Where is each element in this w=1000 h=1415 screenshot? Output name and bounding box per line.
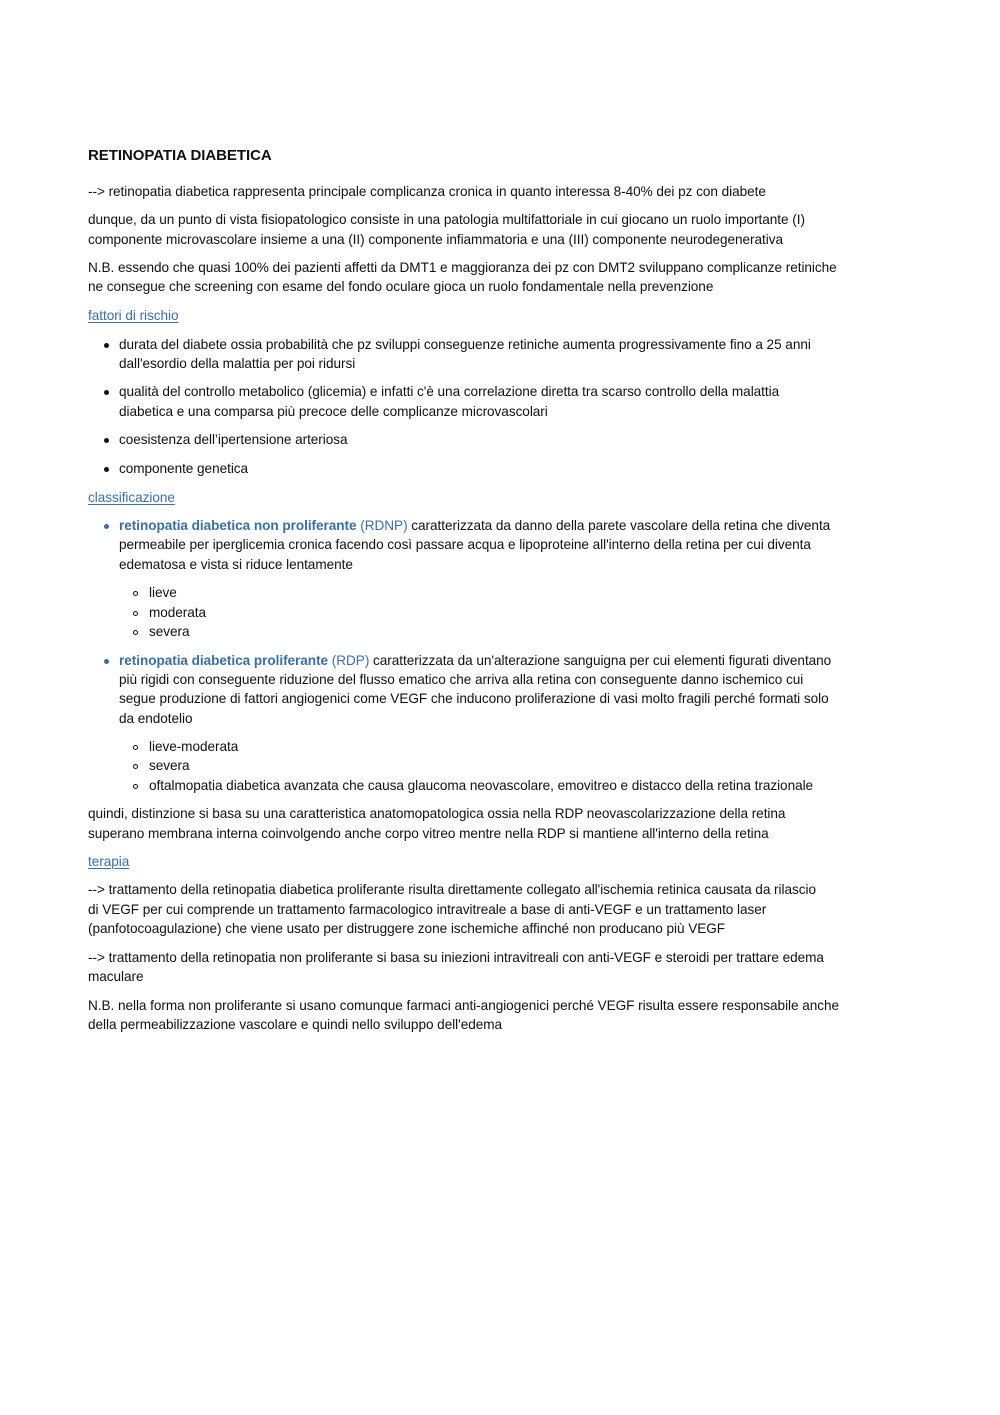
rdp-abbr: (RDP) — [331, 653, 370, 668]
circle-bullet-icon — [133, 745, 138, 750]
circle-bullet-icon — [133, 784, 138, 789]
classification-heading[interactable]: classificazione — [88, 490, 175, 505]
screening-note-line-1: N.B. essendo che quasi 100% dei pazienti affetti da DMT1 e maggioranza dei pz con DMT2 sviluppano complicanze retiniche — [88, 260, 837, 275]
therapy-heading[interactable]: terapia — [88, 854, 130, 869]
risk-factors-heading[interactable]: fattori di rischio — [88, 308, 179, 323]
risk-item-metabolic-line-2: diabetica e una comparsa più precoce delle complicanze microvascolari — [119, 404, 548, 419]
rdp-line-4: da endotelio — [119, 711, 193, 726]
rdp-description: caratterizzata da un'alterazione sanguigna per cui elementi figurati diventano — [373, 653, 832, 668]
rdp-name: retinopatia diabetica proliferante — [119, 653, 329, 668]
rdnp-grade-severe: severa — [149, 624, 190, 639]
rdnp-abbr: (RDNP) — [360, 518, 408, 533]
rdnp-line-1 — [119, 516, 830, 536]
therapy-rdp-line-3: (panfotocoagulazione) che viene usato per distruggere zone ischemiche affinché non producano più VEGF — [88, 921, 726, 936]
therapy-note-line-2: della permeabilizzazione vascolare e quindi nello sviluppo dell'edema — [88, 1017, 503, 1032]
rdp-grade-mild-moderate: lieve-moderata — [149, 739, 239, 754]
circle-bullet-icon — [133, 611, 138, 616]
bullet-icon — [104, 343, 109, 348]
risk-item-duration-line-1: durata del diabete ossia probabilità che pz sviluppi conseguenze retiniche aumenta progressivamente fino a 25 anni — [119, 337, 811, 352]
therapy-rdp-line-2: di VEGF per cui comprende un trattamento farmacologico intravitreale a base di anti-VEGF e un trattamento laser — [88, 902, 767, 917]
circle-bullet-icon — [133, 591, 138, 596]
therapy-rdnp-line-2: maculare — [88, 969, 144, 984]
therapy-rdp-line-1: --> trattamento della retinopatia diabetica proliferante risulta direttamente collegato all'ischemia retinica causata da rilascio — [88, 882, 816, 897]
bullet-icon — [104, 524, 109, 529]
pathophysiology-line-1: dunque, da un punto di vista fisiopatologico consiste in una patologia multifattoriale in cui giocano un ruolo importante (I) — [88, 212, 805, 227]
risk-item-hypertension: coesistenza dell’ipertensione arteriosa — [119, 432, 348, 447]
rdnp-grade-moderate: moderata — [149, 605, 207, 620]
rdp-line-3: segue produzione di fattori angiogenici come VEGF che inducono proliferazione di vasi molto fragili perché formati solo — [119, 691, 829, 706]
rdp-grade-severe: severa — [149, 758, 190, 773]
rdp-line-1 — [119, 651, 831, 671]
intro-paragraph: --> retinopatia diabetica rappresenta principale complicanza cronica in quanto interessa 8-40% dei pz con diabete — [88, 184, 766, 199]
bullet-icon — [104, 467, 109, 472]
therapy-rdnp-line-1: --> trattamento della retinopatia non proliferante si basa su iniezioni intravitreali con anti-VEGF e steroidi per trattare edema — [88, 950, 824, 965]
therapy-note-line-1: N.B. nella forma non proliferante si usano comunque farmaci anti-angiogenici perché VEGF risulta essere responsabile anche — [88, 998, 840, 1013]
rdnp-description: caratterizzata da danno della parete vascolare della retina che diventa — [411, 518, 831, 533]
classification-summary-line-2: superano membrana interna coinvolgendo anche corpo vitreo mentre nella RDP si mantiene all'interno della retina — [88, 826, 769, 841]
rdnp-grade-mild: lieve — [149, 585, 177, 600]
rdnp-line-3: edematosa e vista si riduce lentamente — [119, 557, 353, 572]
bullet-icon — [104, 390, 109, 395]
page-title: RETINOPATIA DIABETICA — [88, 147, 272, 164]
pathophysiology-line-2: componente microvascolare insieme a una (II) componente infiammatoria e una (III) componente neurodegenerativa — [88, 232, 783, 247]
rdp-grade-advanced: oftalmopatia diabetica avanzata che causa glaucoma neovascolare, emovitreo e distacco della retina trazionale — [149, 778, 814, 793]
risk-item-duration-line-2: dall'esordio della malattia per poi ridursi — [119, 356, 356, 371]
screening-note-line-2: ne consegue che screening con esame del fondo oculare gioca un ruolo fondamentale nella prevenzione — [88, 279, 714, 294]
rdp-line-2: più rigidi con conseguente riduzione del flusso ematico che arriva alla retina con conseguente danno ischemico cui — [119, 672, 804, 687]
circle-bullet-icon — [133, 764, 138, 769]
risk-item-metabolic-line-1: qualità del controllo metabolico (glicemia) e infatti c'è una correlazione diretta tra scarso controllo della malattia — [119, 384, 780, 399]
bullet-icon — [104, 438, 109, 443]
rdnp-line-2: permeabile per iperglicemia cronica facendo così passare acqua e lipoproteine all'interno della retina per cui diventa — [119, 537, 811, 552]
rdnp-name: retinopatia diabetica non proliferante — [119, 518, 357, 533]
classification-summary-line-1: quindi, distinzione si basa su una caratteristica anatomopatologica ossia nella RDP neovascolarizzazione della retina — [88, 806, 786, 821]
circle-bullet-icon — [133, 630, 138, 635]
risk-item-genetic: componente genetica — [119, 461, 249, 476]
bullet-icon — [104, 659, 109, 664]
